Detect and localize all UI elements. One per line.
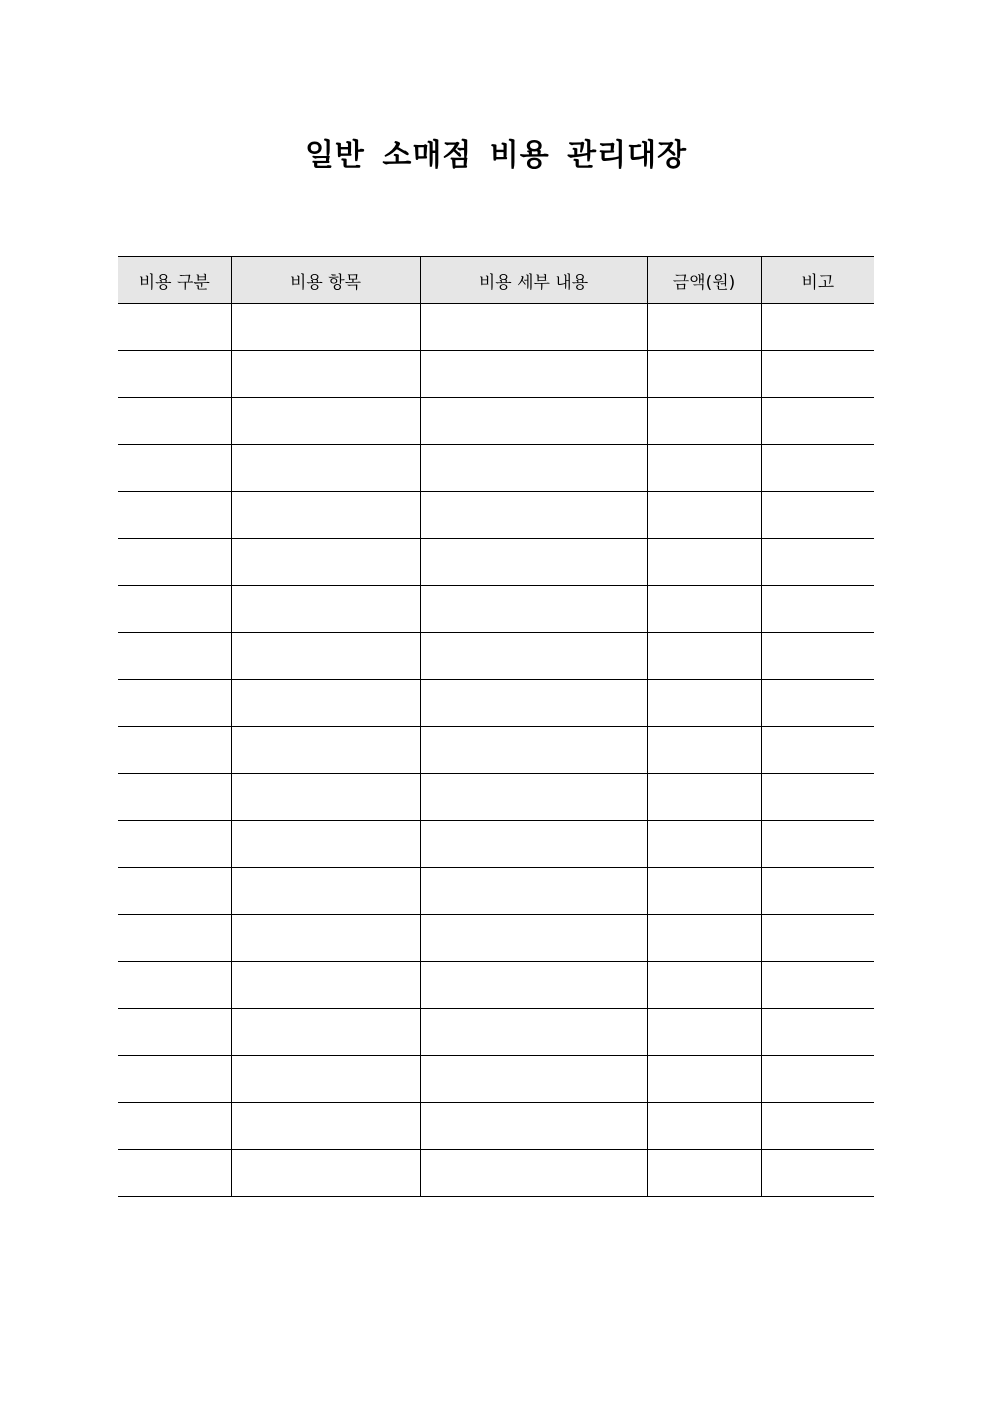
cell-remarks[interactable] — [761, 962, 874, 1009]
header-remarks: 비고 — [761, 257, 874, 304]
cell-remarks[interactable] — [761, 492, 874, 539]
cell-expense-category[interactable] — [118, 1056, 231, 1103]
cell-expense-details[interactable] — [420, 351, 647, 398]
cell-expense-category[interactable] — [118, 445, 231, 492]
table-body — [118, 304, 874, 1197]
cell-expense-details[interactable] — [420, 633, 647, 680]
cell-expense-category[interactable] — [118, 586, 231, 633]
cell-expense-item[interactable] — [231, 492, 420, 539]
cell-amount[interactable] — [647, 915, 761, 962]
cell-expense-category[interactable] — [118, 680, 231, 727]
cell-expense-category[interactable] — [118, 868, 231, 915]
cell-expense-item[interactable] — [231, 304, 420, 351]
cell-expense-details[interactable] — [420, 774, 647, 821]
table-row — [118, 586, 874, 633]
cell-amount[interactable] — [647, 868, 761, 915]
cell-expense-item[interactable] — [231, 868, 420, 915]
cell-expense-item[interactable] — [231, 633, 420, 680]
table-row — [118, 915, 874, 962]
table-row — [118, 492, 874, 539]
cell-expense-details[interactable] — [420, 1103, 647, 1150]
cell-remarks[interactable] — [761, 774, 874, 821]
cell-expense-item[interactable] — [231, 398, 420, 445]
cell-remarks[interactable] — [761, 398, 874, 445]
expense-ledger-table — [118, 256, 874, 1197]
cell-remarks[interactable] — [761, 680, 874, 727]
table-row — [118, 962, 874, 1009]
cell-expense-details[interactable] — [420, 680, 647, 727]
table-row — [118, 539, 874, 586]
cell-remarks[interactable] — [761, 633, 874, 680]
cell-expense-item[interactable] — [231, 1150, 420, 1197]
cell-amount[interactable] — [647, 633, 761, 680]
cell-remarks[interactable] — [761, 915, 874, 962]
cell-amount[interactable] — [647, 398, 761, 445]
cell-expense-details[interactable] — [420, 1056, 647, 1103]
cell-expense-details[interactable] — [420, 915, 647, 962]
table-row — [118, 1150, 874, 1197]
cell-expense-category[interactable] — [118, 962, 231, 1009]
cell-expense-item[interactable] — [231, 962, 420, 1009]
cell-expense-item[interactable] — [231, 1056, 420, 1103]
cell-expense-details[interactable] — [420, 962, 647, 1009]
cell-expense-item[interactable] — [231, 445, 420, 492]
cell-expense-category[interactable] — [118, 539, 231, 586]
cell-expense-item[interactable] — [231, 915, 420, 962]
cell-expense-details[interactable] — [420, 727, 647, 774]
cell-expense-category[interactable] — [118, 492, 231, 539]
table-row — [118, 680, 874, 727]
cell-remarks[interactable] — [761, 1009, 874, 1056]
cell-expense-details[interactable] — [420, 1009, 647, 1056]
cell-amount[interactable] — [647, 492, 761, 539]
cell-expense-category[interactable] — [118, 304, 231, 351]
header-expense-item: 비용 항목 — [231, 257, 420, 304]
cell-expense-details[interactable] — [420, 1150, 647, 1197]
cell-amount[interactable] — [647, 1009, 761, 1056]
cell-amount[interactable] — [647, 304, 761, 351]
cell-expense-details[interactable] — [420, 445, 647, 492]
table-row — [118, 1056, 874, 1103]
cell-expense-item[interactable] — [231, 680, 420, 727]
cell-remarks[interactable] — [761, 539, 874, 586]
table-row — [118, 774, 874, 821]
header-expense-details: 비용 세부 내용 — [420, 257, 647, 304]
cell-expense-item[interactable] — [231, 774, 420, 821]
cell-amount[interactable] — [647, 351, 761, 398]
cell-expense-item[interactable] — [231, 351, 420, 398]
cell-expense-item[interactable] — [231, 821, 420, 868]
table-row — [118, 727, 874, 774]
table-row — [118, 445, 874, 492]
cell-remarks[interactable] — [761, 304, 874, 351]
cell-expense-item[interactable] — [231, 586, 420, 633]
cell-remarks[interactable] — [761, 1056, 874, 1103]
cell-expense-details[interactable] — [420, 304, 647, 351]
table-row — [118, 304, 874, 351]
cell-expense-category[interactable] — [118, 1150, 231, 1197]
cell-remarks[interactable] — [761, 727, 874, 774]
cell-remarks[interactable] — [761, 821, 874, 868]
cell-expense-category[interactable] — [118, 1009, 231, 1056]
cell-amount[interactable] — [647, 774, 761, 821]
table-row — [118, 398, 874, 445]
cell-expense-item[interactable] — [231, 539, 420, 586]
table-row — [118, 351, 874, 398]
table-header-row — [118, 257, 874, 304]
cell-expense-details[interactable] — [420, 868, 647, 915]
cell-amount[interactable] — [647, 962, 761, 1009]
cell-amount[interactable] — [647, 539, 761, 586]
cell-amount[interactable] — [647, 586, 761, 633]
cell-expense-category[interactable] — [118, 727, 231, 774]
page-title: 일반 소매점 비용 관리대장 — [304, 138, 688, 173]
cell-expense-details[interactable] — [420, 492, 647, 539]
cell-expense-item[interactable] — [231, 1103, 420, 1150]
cell-amount[interactable] — [647, 1150, 761, 1197]
cell-expense-category[interactable] — [118, 821, 231, 868]
cell-amount[interactable] — [647, 727, 761, 774]
cell-expense-details[interactable] — [420, 821, 647, 868]
cell-expense-category[interactable] — [118, 398, 231, 445]
cell-amount[interactable] — [647, 445, 761, 492]
cell-expense-details[interactable] — [420, 586, 647, 633]
table-row — [118, 1103, 874, 1150]
cell-amount[interactable] — [647, 680, 761, 727]
cell-expense-category[interactable] — [118, 633, 231, 680]
cell-amount[interactable] — [647, 821, 761, 868]
table-row — [118, 821, 874, 868]
cell-remarks[interactable] — [761, 586, 874, 633]
cell-expense-details[interactable] — [420, 539, 647, 586]
cell-amount[interactable] — [647, 1056, 761, 1103]
cell-remarks[interactable] — [761, 351, 874, 398]
cell-expense-details[interactable] — [420, 398, 647, 445]
table-row — [118, 868, 874, 915]
cell-remarks[interactable] — [761, 868, 874, 915]
cell-expense-item[interactable] — [231, 1009, 420, 1056]
table-row — [118, 1009, 874, 1056]
cell-remarks[interactable] — [761, 445, 874, 492]
cell-expense-category[interactable] — [118, 1103, 231, 1150]
cell-expense-category[interactable] — [118, 351, 231, 398]
cell-expense-category[interactable] — [118, 915, 231, 962]
cell-expense-item[interactable] — [231, 727, 420, 774]
header-amount: 금액(원) — [647, 257, 761, 304]
cell-remarks[interactable] — [761, 1103, 874, 1150]
cell-remarks[interactable] — [761, 1150, 874, 1197]
header-expense-category: 비용 구분 — [118, 257, 231, 304]
cell-amount[interactable] — [647, 1103, 761, 1150]
table-row — [118, 633, 874, 680]
cell-expense-category[interactable] — [118, 774, 231, 821]
